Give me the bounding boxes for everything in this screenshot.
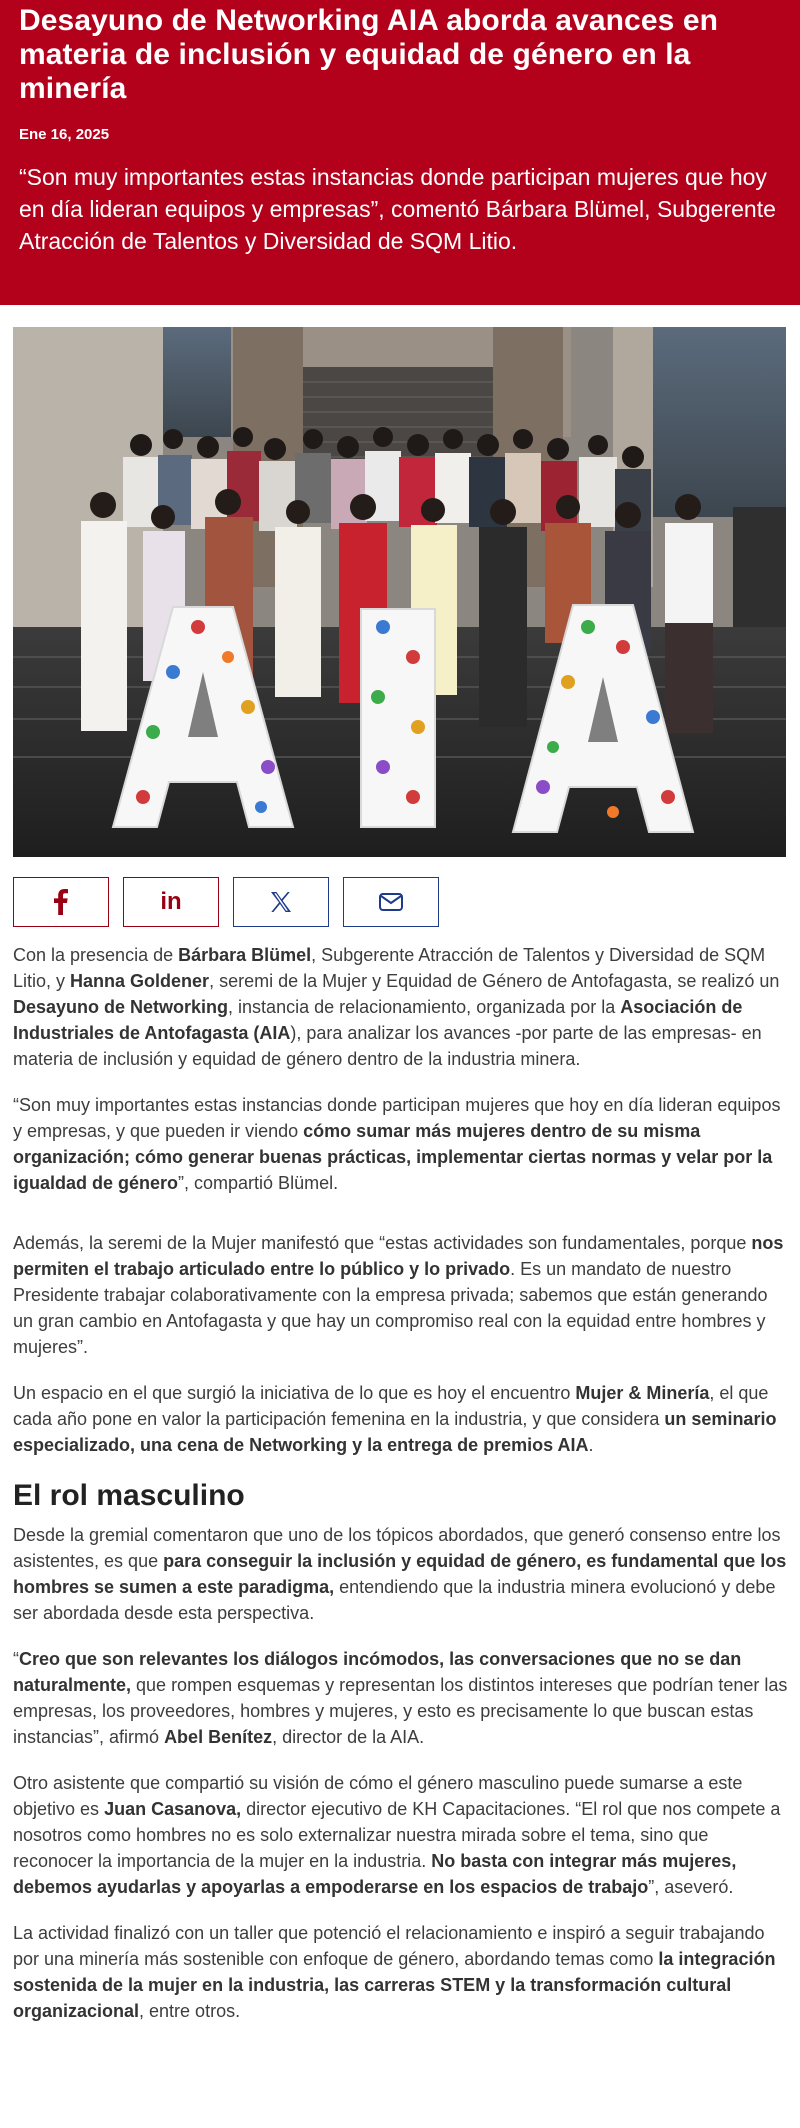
article-paragraph: Un espacio en el que surgió la iniciativa de lo que es hoy el encuentro Mujer & Minería, el que cada año pone en valor la participación femenina en la industria, y que considera un seminario especializado, una cena de Networking y la entrega de premios AIA. bbox=[13, 1383, 777, 1455]
group-photo-illustration bbox=[13, 327, 786, 857]
article-paragraph: La actividad finalizó con un taller que potenció el relacionamiento e inspiró a seguir trabajando por una minería más sostenible con enfoque de género, abordando temas como la integración sostenida de la mujer en la industria, las carreras STEM y la transformación cultural organizacional, entre otros. bbox=[13, 1923, 776, 2021]
share-x-button[interactable] bbox=[233, 877, 329, 927]
x-icon bbox=[270, 891, 292, 913]
article-body bbox=[13, 942, 789, 2044]
article-date: Ene 16, 2025 bbox=[19, 126, 110, 143]
article-paragraph: Con la presencia de Bárbara Blümel, Subgerente Atracción de Talentos y Diversidad de SQM Litio, y Hanna Goldener, seremi de la Mujer y Equidad de Género de Antofagasta, se realizó un Desayuno de Networking, instancia de relacionamiento, organizada por la Asociación de Industriales de Antofagasta (AIA), para analizar los avances -por parte de las empresas- en materia de inclusión y equidad de género dentro de la industria minera. bbox=[13, 945, 780, 1069]
article-title: Desayuno de Networking AIA aborda avances en materia de inclusión y equidad de género en la minería bbox=[19, 4, 719, 105]
email-icon bbox=[379, 893, 403, 911]
share-facebook-button[interactable] bbox=[13, 877, 109, 927]
article-paragraph: Otro asistente que compartió su visión de cómo el género masculino puede sumarse a este objetivo es Juan Casanova, director ejecutivo de KH Capacitaciones. “El rol que nos compete a nosotros como hombres no es solo externalizar nuestra mirada sobre el tema, sino que reconocer la importancia de la mujer en la industria. No basta con integrar más mujeres, debemos ayudarlas y apoyarlas a empoderarse en los espacios de trabajo”, aseveró. bbox=[13, 1773, 781, 1897]
article-paragraph: Además, la seremi de la Mujer manifestó que “estas actividades son fundamentales, porque nos permiten el trabajo articulado entre lo público y lo privado. Es un mandato de nuestro Presidente trabajar colaborativamente con la empresa privada; sabemos que están generando un gran cambio en Antofagasta y que hay un compromiso real con la equidad entre hombres y mujeres”. bbox=[13, 1233, 784, 1357]
article-paragraph: “Son muy importantes estas instancias donde participan mujeres que hoy en día lideran equipos y empresas, y que pueden ir viendo cómo sumar más mujeres dentro de su misma organización; cómo generar buenas prácticas, implementar ciertas normas y velar por la igualdad de género”, compartió Blümel. bbox=[13, 1095, 781, 1193]
article-photo bbox=[13, 327, 786, 857]
linkedin-icon: in bbox=[160, 888, 182, 915]
share-email-button[interactable] bbox=[343, 877, 439, 927]
share-bar bbox=[13, 877, 439, 927]
article-paragraph: Desde la gremial comentaron que uno de los tópicos abordados, que generó consenso entre los asistentes, es que para conseguir la inclusión y equidad de género, es fundamental que los hombres se sumen a este paradigma, entendiendo que la industria minera evolucionó y debe ser abordada desde esta perspectiva. bbox=[13, 1525, 787, 1623]
article-lead: “Son muy importantes estas instancias donde participan mujeres que hoy en día lideran equipos y empresas”, comentó Bárbara Blümel, Subgerente Atracción de Talentos y Diversidad de SQM Litio. bbox=[19, 164, 776, 254]
share-linkedin-button[interactable] bbox=[123, 877, 219, 927]
section-heading: El rol masculino bbox=[13, 1479, 245, 1512]
facebook-icon bbox=[54, 889, 68, 915]
article-paragraph: “Creo que son relevantes los diálogos incómodos, las conversaciones que no se dan naturalmente, que rompen esquemas y representan los distintos intereses que podrían tener las empresas, los proveedores, hombres y mujeres, y esto es precisamente lo que buscan estas instancias”, afirmó Abel Benítez, director de la AIA. bbox=[13, 1649, 788, 1747]
article-header bbox=[0, 0, 800, 305]
